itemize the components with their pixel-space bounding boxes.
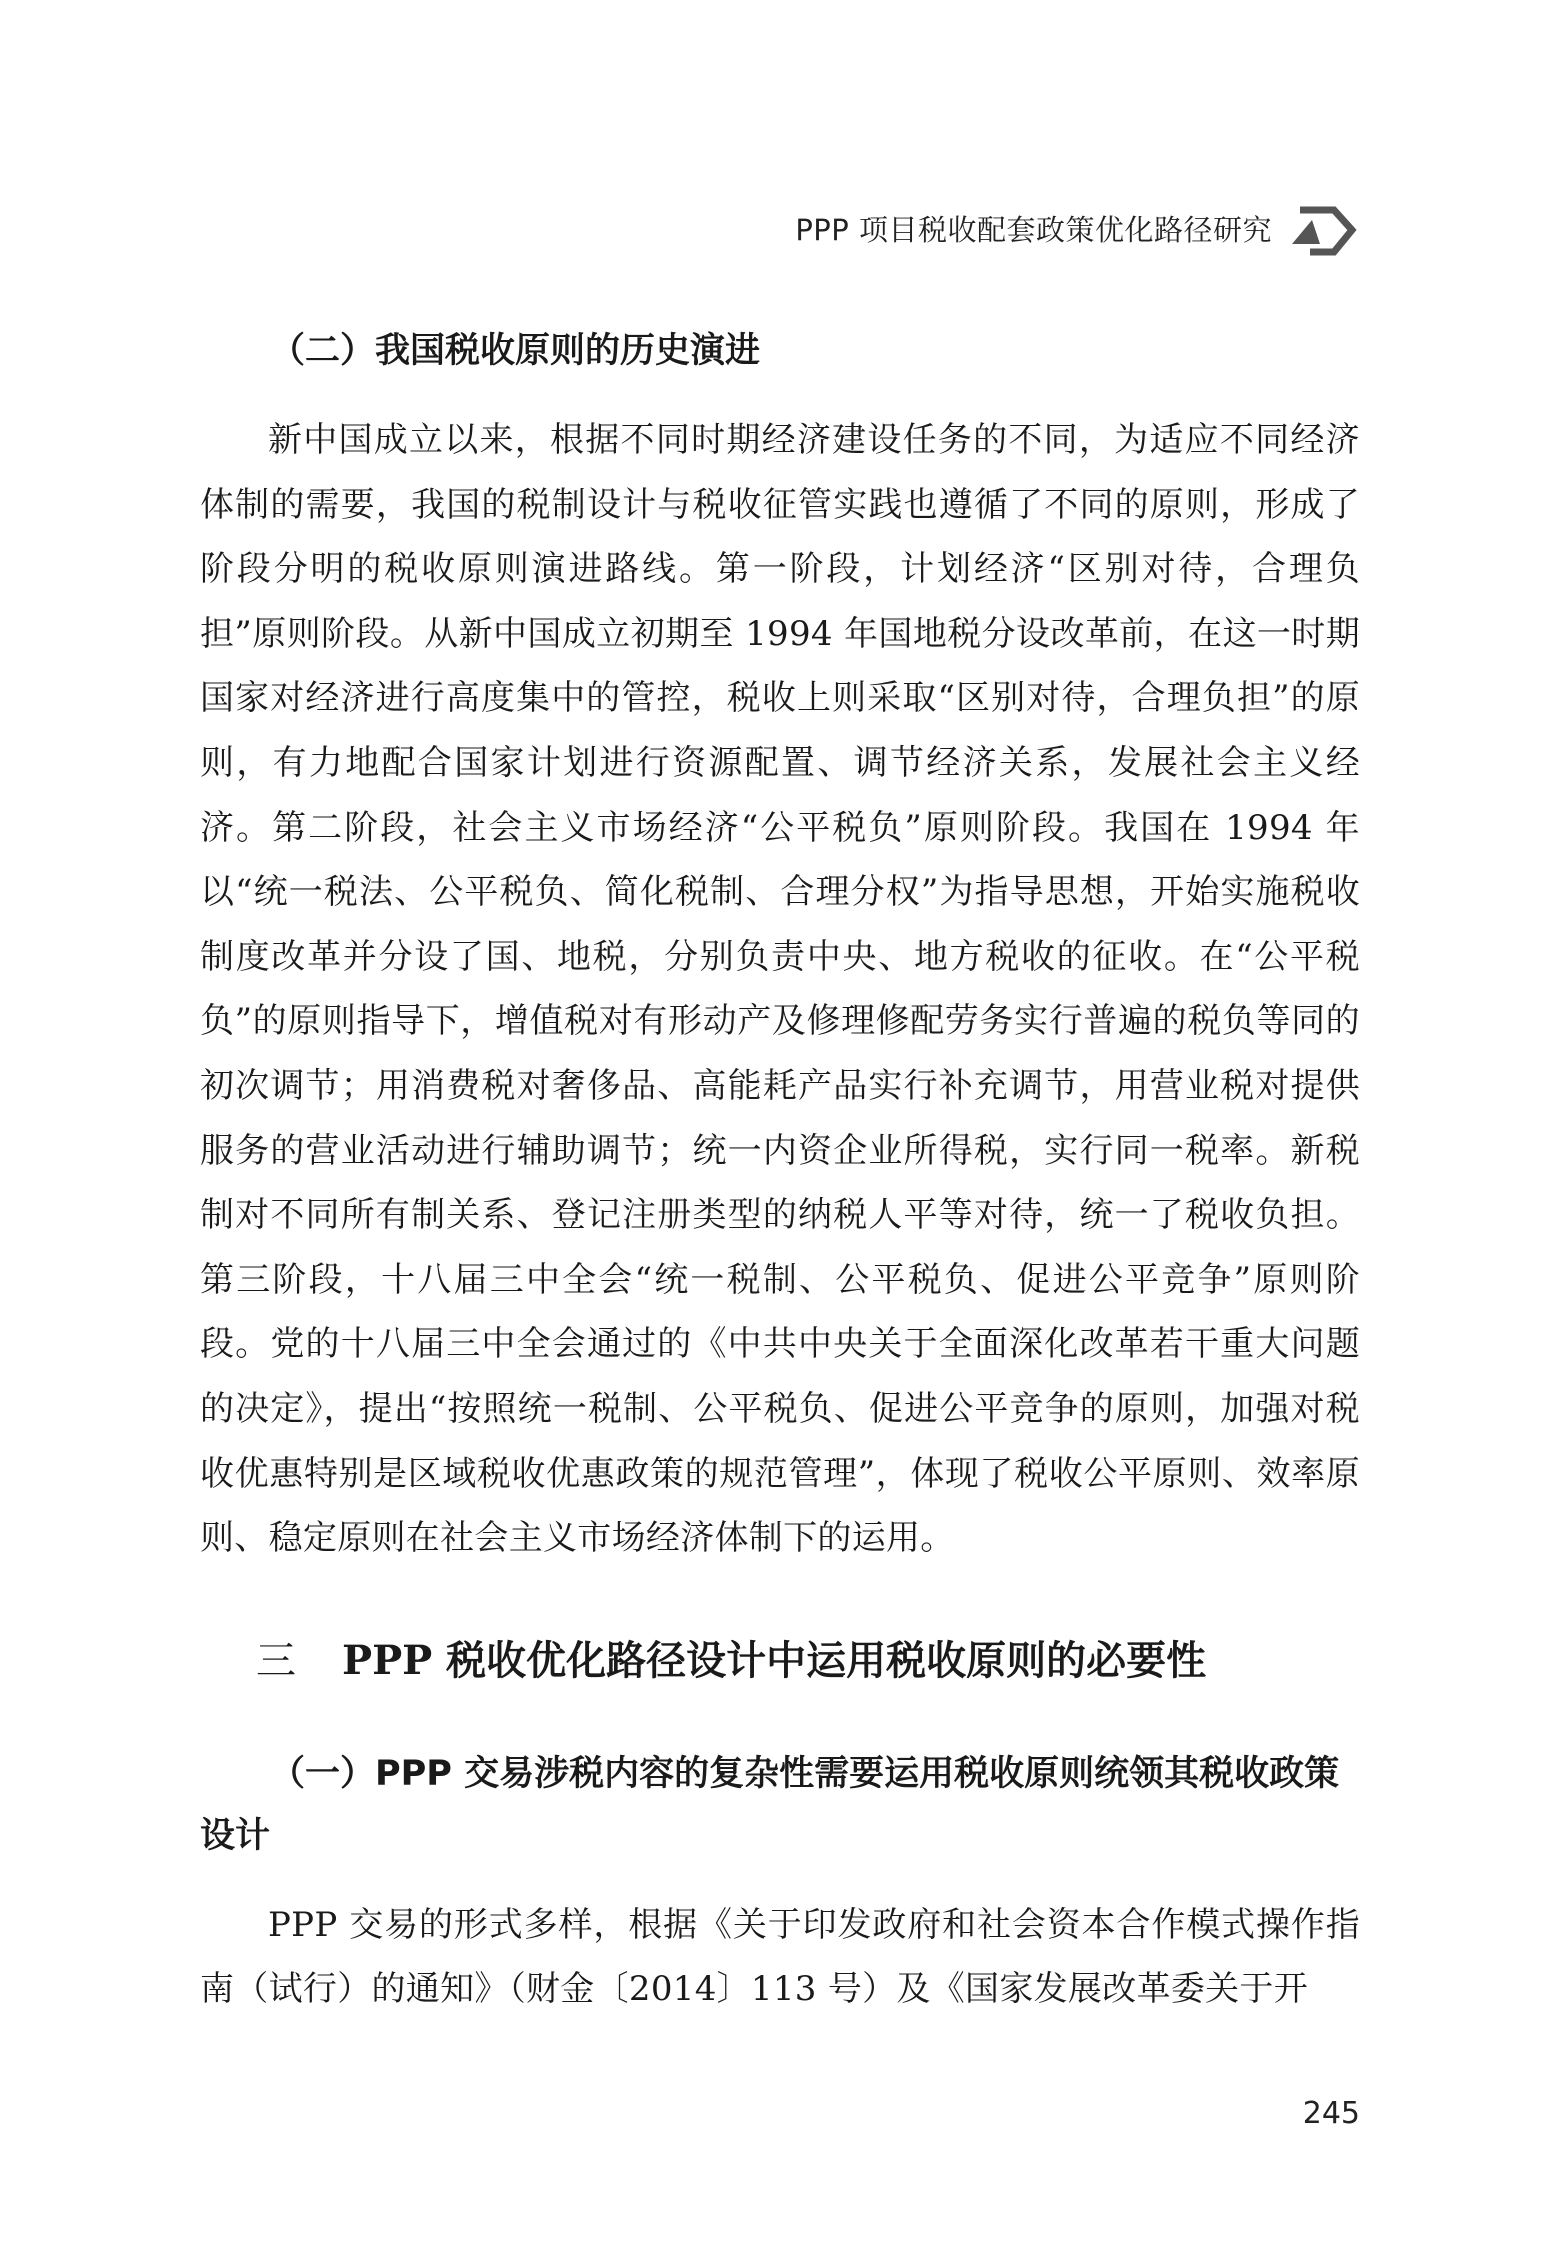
section-title: PPP 税收优化路径设计中运用税收原则的必要性 bbox=[342, 1636, 1207, 1684]
section-number: 三 bbox=[256, 1637, 296, 1684]
section-heading-necessity bbox=[200, 1629, 1360, 1693]
complexity-paragraph: PPP 交易的形式多样，根据《关于印发政府和社会资本合作模式操作指南（试行）的通知》（财金〔2014〕113 号）及《国家发展改革委关于开 bbox=[200, 1904, 1360, 2010]
running-header bbox=[200, 200, 1360, 260]
page-number: 245 bbox=[1302, 2096, 1360, 2131]
history-paragraph: 新中国成立以来，根据不同时期经济建设任务的不同，为适应不同经济体制的需要，我国的税制设计与税收征管实践也遵循了不同的原则，形成了阶段分明的税收原则演进路线。第一阶段，计划经济“区别对待，合理负担”原则阶段。从新中国成立初期至 1994 年国地税分设改革前，在这一时期国家对经济进行高度集中的管控，税收上则采取“区别对待，合理负担”的原则，有力地配合国家计划进行资源配置、调节经济关系，发展社会主义经济。第二阶段，社会主义市场经济“公平税负”原则阶段。我国在 1994 年以“统一税法、公平税负、简化税制、合理分权”为指导思想，开始实施税收制度改革并分设了国、地税，分别负责中央、地方税收的征收。在“公平税负”的原则指导下，增值税对有形动产及修理修配劳务实行普遍的税负等同的初次调节；用消费税对奢侈品、高能耗产品实行补充调节，用营业税对提供服务的营业活动进行辅助调节；统一内资企业所得税，实行同一税率。新税制对不同所有制关系、登记注册类型的纳税人平等对待，统一了税收负担。第三阶段，十八届三中全会“统一税制、公平税负、促进公平竞争”原则阶段。党的十八届三中全会通过的《中共中央关于全面深化改革若干重大问题的决定》，提出“按照统一税制、公平税负、促进公平竞争的原则，加强对税收优惠特别是区域税收优惠政策的规范管理”，体现了税收公平原则、效率原则、稳定原则在社会主义市场经济体制下的运用。 bbox=[200, 420, 1360, 1559]
running-header-title: PPP 项目税收配套政策优化路径研究 bbox=[795, 213, 1272, 247]
subsection-heading-history: （二）我国税收原则的历史演进 bbox=[270, 331, 761, 371]
page-body bbox=[200, 320, 1360, 2022]
subsection-heading-complexity: （一）PPP 交易涉税内容的复杂性需要运用税收原则统领其税收政策设计 bbox=[200, 1753, 1340, 1856]
chapter-arrow-logo-icon bbox=[1290, 200, 1360, 256]
